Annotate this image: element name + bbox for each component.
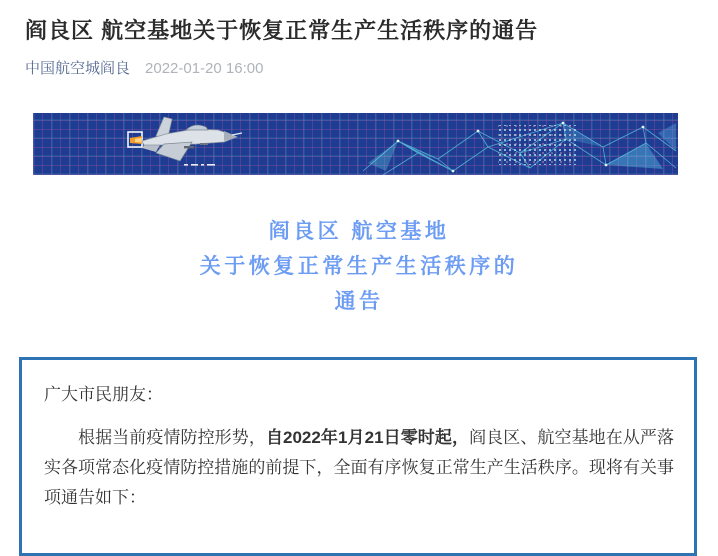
para-bold-date: 自2022年1月21日零时起， — [265, 428, 470, 447]
account-name[interactable]: 中国航空城阎良 — [25, 60, 131, 77]
globe-mesh-icon — [358, 113, 678, 175]
notice-heading-line-3: 通告 — [334, 290, 384, 313]
publish-date: 2022-01-20 16:00 — [145, 60, 264, 77]
para-pre: 根据当前疫情防控形势， — [78, 428, 266, 447]
notice-heading-line-1: 阎良区 航空基地 — [268, 220, 450, 243]
greeting-text: 广大市民朋友： — [44, 385, 163, 404]
notice-heading — [0, 214, 718, 319]
article-title: 阎良区 航空基地关于恢复正常生产生活秩序的通告 — [25, 18, 539, 43]
byline — [25, 59, 693, 79]
notice-box — [19, 357, 697, 556]
notice-paragraph — [44, 423, 674, 513]
banner-image[interactable] — [33, 113, 678, 175]
fighter-jet-icon — [126, 114, 244, 174]
notice-heading-line-2: 关于恢复正常生产生活秩序的 — [199, 255, 519, 278]
para-post: 阎良区、航空基地在从严落实各项常态化疫情防控措施的前提下，全面有序恢复正常生产生活秩序。现将有关事项通告如下： — [44, 428, 674, 507]
